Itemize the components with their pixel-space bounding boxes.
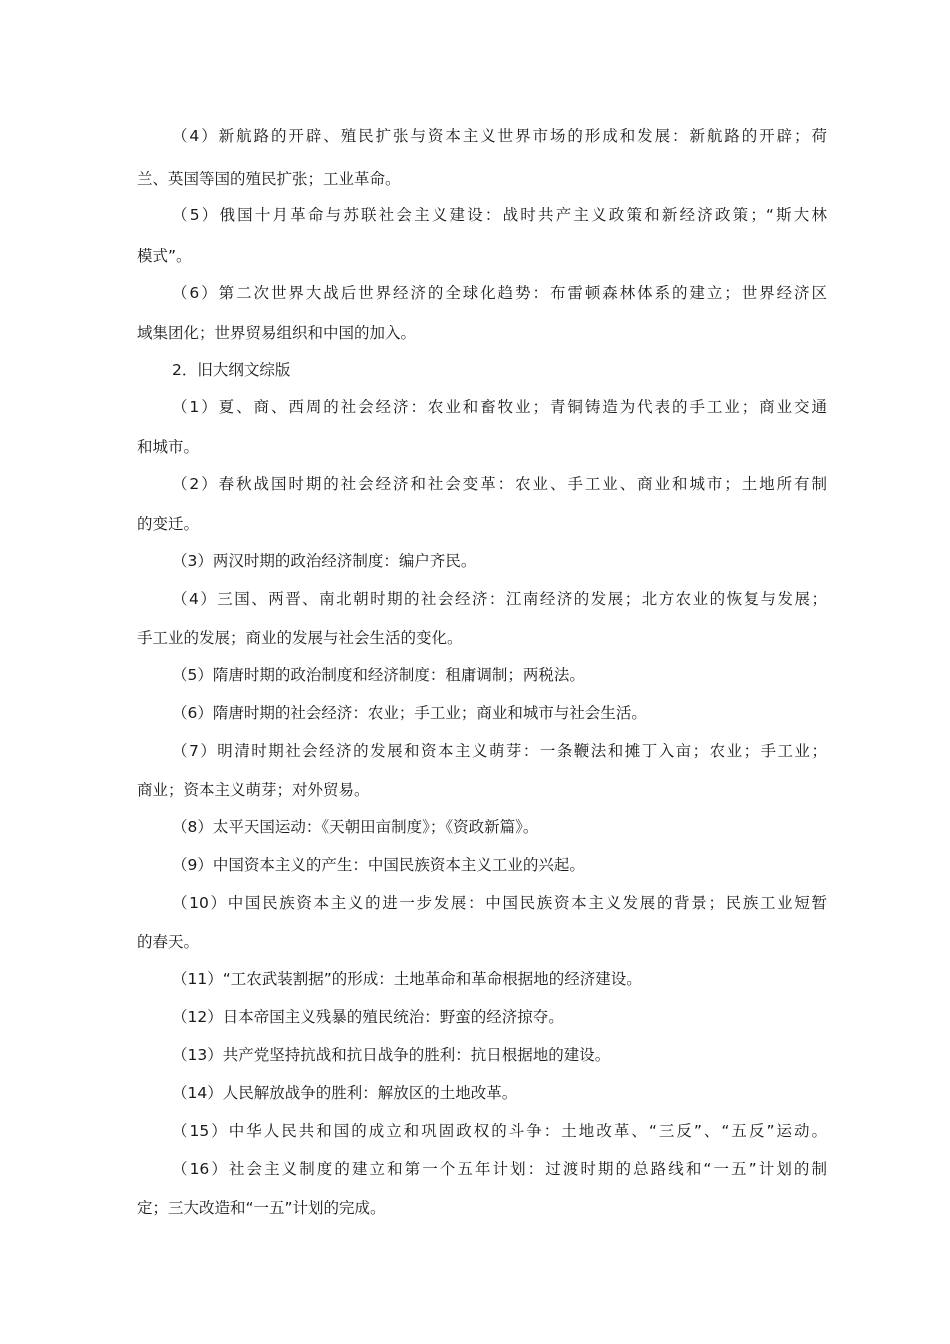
paragraph-line: （16）社会主义制度的建立和第一个五年计划：过渡时期的总路线和“一五”计划的制 bbox=[172, 1160, 827, 1178]
paragraph-line: （7）明清时期社会经济的发展和资本主义萌芽：一条鞭法和摊丁入亩；农业；手工业； bbox=[172, 742, 827, 760]
paragraph-line: （1）夏、商、西周的社会经济：农业和畜牧业；青铜铸造为代表的手工业；商业交通 bbox=[172, 398, 827, 416]
paragraph-line: （4）新航路的开辟、殖民扩张与资本主义世界市场的形成和发展：新航路的开辟；荷 bbox=[172, 127, 827, 145]
paragraph-line: 域集团化；世界贸易组织和中国的加入。 bbox=[137, 324, 417, 342]
paragraph-line: 定；三大改造和“一五”计划的完成。 bbox=[137, 1199, 386, 1217]
section-heading: 2．旧大纲文综版 bbox=[172, 361, 291, 379]
paragraph-line: （13）共产党坚持抗战和抗日战争的胜利：抗日根据地的建设。 bbox=[172, 1046, 611, 1064]
paragraph-line: （5）俄国十月革命与苏联社会主义建设：战时共产主义政策和新经济政策；“斯大林 bbox=[172, 206, 827, 224]
paragraph-line: （6）第二次世界大战后世界经济的全球化趋势：布雷顿森林体系的建立；世界经济区 bbox=[172, 284, 827, 302]
paragraph-line: 商业；资本主义萌芽；对外贸易。 bbox=[137, 781, 370, 799]
paragraph-line: （2）春秋战国时期的社会经济和社会变革：农业、手工业、商业和城市；土地所有制 bbox=[172, 475, 827, 493]
paragraph-line: （4）三国、两晋、南北朝时期的社会经济：江南经济的发展；北方农业的恢复与发展； bbox=[172, 590, 827, 608]
paragraph-line: 手工业的发展；商业的发展与社会生活的变化。 bbox=[137, 629, 463, 647]
paragraph-line: （8）太平天国运动：《天朝田亩制度》；《资政新篇》。 bbox=[172, 818, 539, 836]
paragraph-line: （6）隋唐时期的社会经济：农业；手工业；商业和城市与社会生活。 bbox=[172, 704, 647, 722]
paragraph-line: （11）“工农武装割据”的形成：土地革命和革命根据地的经济建设。 bbox=[172, 970, 642, 988]
paragraph-line: 模式”。 bbox=[137, 247, 192, 265]
paragraph-line: （10）中国民族资本主义的进一步发展：中国民族资本主义发展的背景；民族工业短暂 bbox=[172, 894, 827, 912]
paragraph-line: （14）人民解放战争的胜利：解放区的土地改革。 bbox=[172, 1084, 518, 1102]
paragraph-line: 的春天。 bbox=[137, 933, 200, 951]
paragraph-line: （12）日本帝国主义残暴的殖民统治：野蛮的经济掠夺。 bbox=[172, 1008, 564, 1026]
paragraph-line: 的变迁。 bbox=[137, 515, 200, 533]
paragraph-line: 兰、英国等国的殖民扩张；工业革命。 bbox=[137, 170, 401, 188]
paragraph-line: 和城市。 bbox=[137, 438, 200, 456]
paragraph-line: （15）中华人民共和国的成立和巩固政权的斗争：土地改革、“三反”、“五反”运动。 bbox=[172, 1122, 827, 1140]
paragraph-line: （3）两汉时期的政治经济制度：编户齐民。 bbox=[172, 552, 477, 570]
paragraph-line: （9）中国资本主义的产生：中国民族资本主义工业的兴起。 bbox=[172, 856, 585, 874]
paragraph-line: （5）隋唐时期的政治制度和经济制度：租庸调制；两税法。 bbox=[172, 666, 585, 684]
